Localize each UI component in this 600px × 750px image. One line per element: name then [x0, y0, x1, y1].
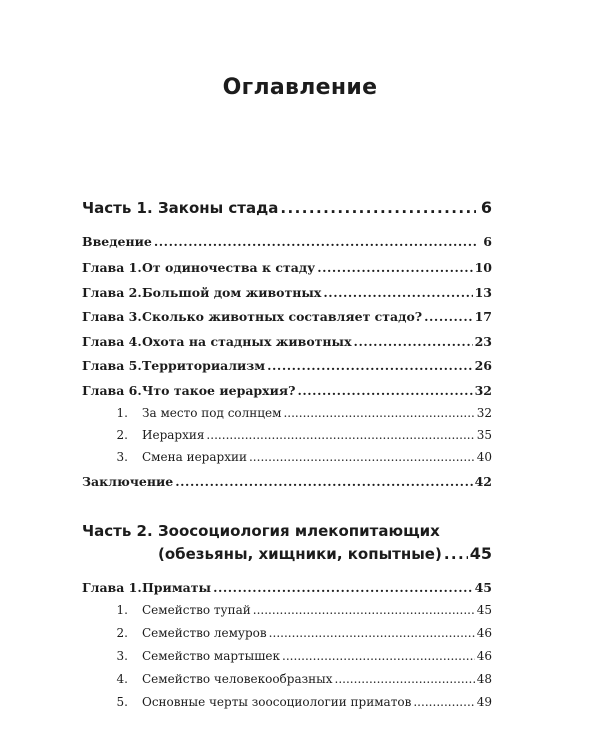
toc-entry-chapter-2[interactable]	[82, 285, 492, 300]
dot-leader	[269, 626, 475, 640]
entry-number: 1.	[116, 603, 128, 617]
dot-leader	[444, 545, 468, 563]
page-number: 26	[474, 358, 492, 373]
entry-number: Глава 6.	[82, 383, 142, 398]
page-number: 32	[474, 383, 492, 398]
dot-leader	[283, 406, 474, 420]
dot-leader	[323, 285, 472, 300]
dot-leader	[249, 450, 475, 464]
page-number: 45	[474, 580, 492, 595]
entry-number: 1.	[116, 406, 128, 420]
page-number: 45	[469, 544, 492, 563]
dot-leader	[213, 580, 473, 595]
dot-leader	[424, 309, 472, 324]
toc-subentry[interactable]	[82, 406, 492, 420]
toc-entry-chapter-3[interactable]	[82, 309, 492, 324]
dot-leader	[282, 649, 475, 663]
toc-subentry[interactable]	[82, 603, 492, 617]
entry-title: Основные черты зоосоциологии приматов	[142, 695, 412, 709]
entry-title: Семейство мартышек	[142, 649, 280, 663]
entry-title: Семейство тупай	[142, 603, 251, 617]
entry-number: Глава 5.	[82, 358, 142, 373]
part-number: Часть 2.	[82, 522, 153, 540]
page-number: 10	[474, 260, 492, 275]
entry-title: Семейство лемуров	[142, 626, 267, 640]
page-number: 23	[474, 334, 492, 349]
entry-number: Глава 4.	[82, 334, 142, 349]
part-title: Законы стада	[158, 199, 279, 217]
page-number: 48	[476, 672, 492, 686]
entry-title: Сколько животных составляет стадо?	[142, 309, 423, 324]
dot-leader	[154, 234, 476, 249]
part-title-line-2: (обезьяны, хищники, копытные)	[158, 545, 442, 563]
dot-leader	[175, 474, 472, 489]
entry-title: Приматы	[142, 580, 212, 595]
page-number: 46	[476, 626, 492, 640]
toc-entry-introduction[interactable]	[82, 234, 492, 249]
entry-title: Семейство человекообразных	[142, 672, 333, 686]
toc-subentry[interactable]	[82, 450, 492, 464]
entry-title: Смена иерархии	[142, 450, 247, 464]
page-number: 32	[476, 406, 492, 420]
dot-leader	[334, 672, 474, 686]
entry-number: Глава 2.	[82, 285, 142, 300]
entry-number: Глава 3.	[82, 309, 142, 324]
part-title-line-1: Зоосоциология млекопитающих	[158, 522, 440, 540]
entry-title: Охота на стадных животных	[142, 334, 352, 349]
entry-title: Иерархия	[142, 428, 205, 442]
entry-number: Глава 1.	[82, 260, 142, 275]
dot-leader	[280, 199, 476, 217]
toc-entry-chapter-4[interactable]	[82, 334, 492, 349]
page-title: Оглавление	[222, 75, 378, 100]
entry-number: 2.	[116, 626, 128, 640]
toc-entry-chapter-5[interactable]	[82, 358, 492, 373]
toc-subentry[interactable]	[82, 428, 492, 442]
toc-entry-conclusion[interactable]	[82, 474, 492, 489]
entry-title: Большой дом животных	[142, 285, 322, 300]
toc-entry-chapter-1[interactable]	[82, 260, 492, 275]
page-number: 6	[483, 234, 492, 249]
dot-leader	[413, 695, 474, 709]
dot-leader	[206, 428, 474, 442]
dot-leader	[267, 358, 472, 373]
entry-title: От одиночества к стаду	[142, 260, 316, 275]
page-number: 45	[476, 603, 492, 617]
entry-number: Глава 1.	[82, 580, 142, 595]
toc-entry-primates[interactable]	[82, 580, 492, 595]
page-number: 35	[476, 428, 492, 442]
part-2-heading-continued[interactable]	[82, 544, 492, 563]
page-number: 49	[476, 695, 492, 709]
page-number: 6	[480, 198, 492, 217]
entry-number: 3.	[116, 649, 128, 663]
toc-subentry[interactable]	[82, 672, 492, 686]
entry-title: За место под солнцем	[142, 406, 282, 420]
entry-title: Территориализм	[142, 358, 266, 373]
page-number: 42	[474, 474, 492, 489]
dot-leader	[297, 383, 472, 398]
entry-number: 5.	[116, 695, 128, 709]
toc-subentry[interactable]	[82, 626, 492, 640]
dot-leader	[253, 603, 475, 617]
part-1-heading[interactable]	[82, 198, 492, 217]
entry-number: 2.	[116, 428, 128, 442]
toc-entry-chapter-6[interactable]	[82, 383, 492, 398]
toc-subentry[interactable]	[82, 695, 492, 709]
entry-title: Заключение	[82, 474, 174, 489]
entry-title: Что такое иерархия?	[142, 383, 296, 398]
dot-leader	[354, 334, 473, 349]
page-number: 40	[476, 450, 492, 464]
entry-title: Введение	[82, 234, 152, 249]
entry-number: 3.	[116, 450, 128, 464]
toc-subentry[interactable]	[82, 649, 492, 663]
page-number: 17	[474, 309, 492, 324]
dot-leader	[317, 260, 472, 275]
page-number: 13	[474, 285, 492, 300]
page-number: 46	[476, 649, 492, 663]
part-number: Часть 1.	[82, 199, 153, 217]
part-2-heading[interactable]	[82, 522, 440, 540]
entry-number: 4.	[116, 672, 128, 686]
